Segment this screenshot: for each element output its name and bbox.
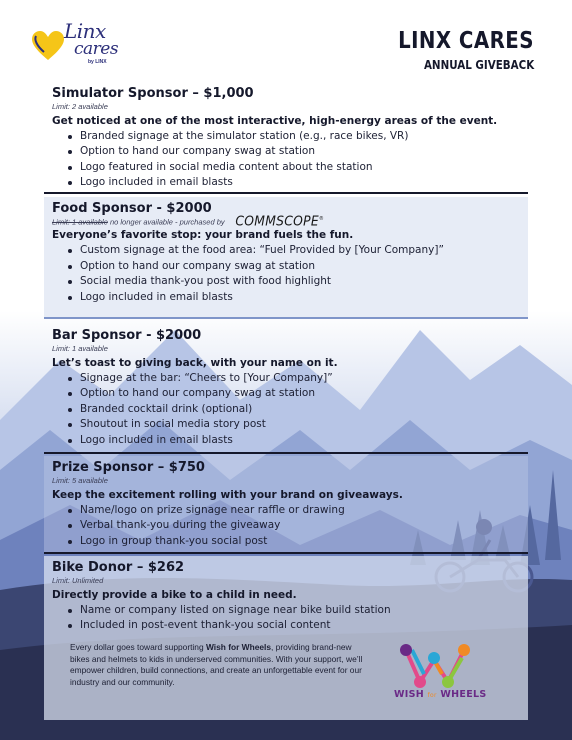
section-divider [44, 452, 528, 454]
heart-icon [30, 30, 66, 62]
list-item: Branded cocktail drink (optional) [68, 402, 520, 417]
footer-description [70, 642, 370, 688]
wordmark-wheels: WHEELS [440, 689, 487, 700]
list-item: Name or company listed on signage near bike build station [68, 603, 520, 618]
section-tagline: Keep the excitement rolling with your brand on giveaways. [52, 489, 403, 501]
benefit-list [68, 371, 520, 448]
section-limit: Limit: 5 available [52, 476, 108, 485]
section-tagline: Directly provide a bike to a child in need. [52, 589, 297, 601]
list-item: Logo included in email blasts [68, 433, 520, 448]
section-limit: Limit: Unlimited [52, 576, 104, 585]
footer-text-before: Every dollar goes toward supporting [70, 642, 206, 652]
list-item: Custom signage at the food area: “Fuel Provided by [Your Company]” [68, 243, 520, 258]
section-title: Food Sponsor - $2000 [52, 201, 212, 216]
wordmark-for: for [427, 692, 437, 699]
list-item: Logo featured in social media content about the station [68, 160, 520, 175]
food-sponsor-section [44, 197, 528, 317]
benefit-list [68, 503, 520, 549]
list-item: Logo in group thank-you social post [68, 534, 520, 549]
footer-text-bold: Wish for Wheels [205, 642, 272, 652]
limit-struck: Limit: 1 available [52, 217, 108, 227]
section-title: Bar Sponsor - $2000 [52, 328, 202, 343]
section-divider [44, 317, 528, 319]
section-tagline: Everyone’s favorite stop: your brand fuels the fun. [52, 229, 354, 242]
registered-mark: ® [318, 216, 324, 222]
list-item: Signage at the bar: “Cheers to [Your Company]” [68, 371, 520, 386]
bar-sponsor-section [44, 324, 528, 452]
wordmark-wish: WISH [394, 689, 425, 700]
list-item: Option to hand our company swag at station [68, 386, 520, 401]
limit-status: no longer available - purchased by [109, 217, 225, 227]
benefit-list [68, 129, 520, 191]
section-divider [44, 192, 528, 194]
benefit-list [68, 243, 520, 305]
list-item: Included in post-event thank-you social content [68, 618, 520, 633]
page-title: LINX CARES [398, 28, 534, 54]
section-title: Bike Donor – $262 [52, 560, 185, 575]
logo-text-cares: cares [74, 39, 119, 59]
prize-sponsor-section [44, 456, 528, 552]
purchaser-name: COMMSCOPE [235, 214, 319, 230]
list-item: Logo included in email blasts [68, 290, 520, 305]
section-title: Prize Sponsor – $750 [52, 460, 205, 475]
logo-subtext: by LINX [88, 59, 107, 65]
list-item: Option to hand our company swag at station [68, 144, 520, 159]
section-tagline: Let’s toast to giving back, with your name on it. [52, 357, 338, 369]
benefit-list [68, 603, 520, 634]
list-item: Name/logo on prize signage near raffle or drawing [68, 503, 520, 518]
commscope-logo [235, 214, 324, 230]
section-limit: Limit: 2 available [52, 102, 108, 111]
list-item: Shoutout in social media story post [68, 417, 520, 432]
section-title: Simulator Sponsor – $1,000 [52, 86, 254, 101]
logo-text-linx: Linx [64, 19, 106, 43]
footer-text-after: , providing brand-new bikes and helmets to kids in underserved communities. With your support, we’ll empower children, build connections, and create an unforgettable event for our industry and our community. [70, 642, 363, 687]
section-divider [44, 552, 528, 554]
list-item: Logo included in email blasts [68, 175, 520, 190]
wish-for-wheels-wordmark [394, 689, 487, 700]
page-subtitle: ANNUAL GIVEBACK [423, 58, 534, 72]
list-item: Verbal thank-you during the giveaway [68, 518, 520, 533]
simulator-sponsor-section [44, 82, 528, 195]
list-item: Social media thank-you post with food highlight [68, 274, 520, 289]
linx-cares-logo [30, 19, 130, 72]
list-item: Branded signage at the simulator station (e.g., race bikes, VR) [68, 129, 520, 144]
section-limit: Limit: 1 available [52, 344, 108, 353]
list-item: Option to hand our company swag at station [68, 259, 520, 274]
section-tagline: Get noticed at one of the most interactive, high-energy areas of the event. [52, 115, 498, 127]
section-limit [52, 214, 520, 230]
